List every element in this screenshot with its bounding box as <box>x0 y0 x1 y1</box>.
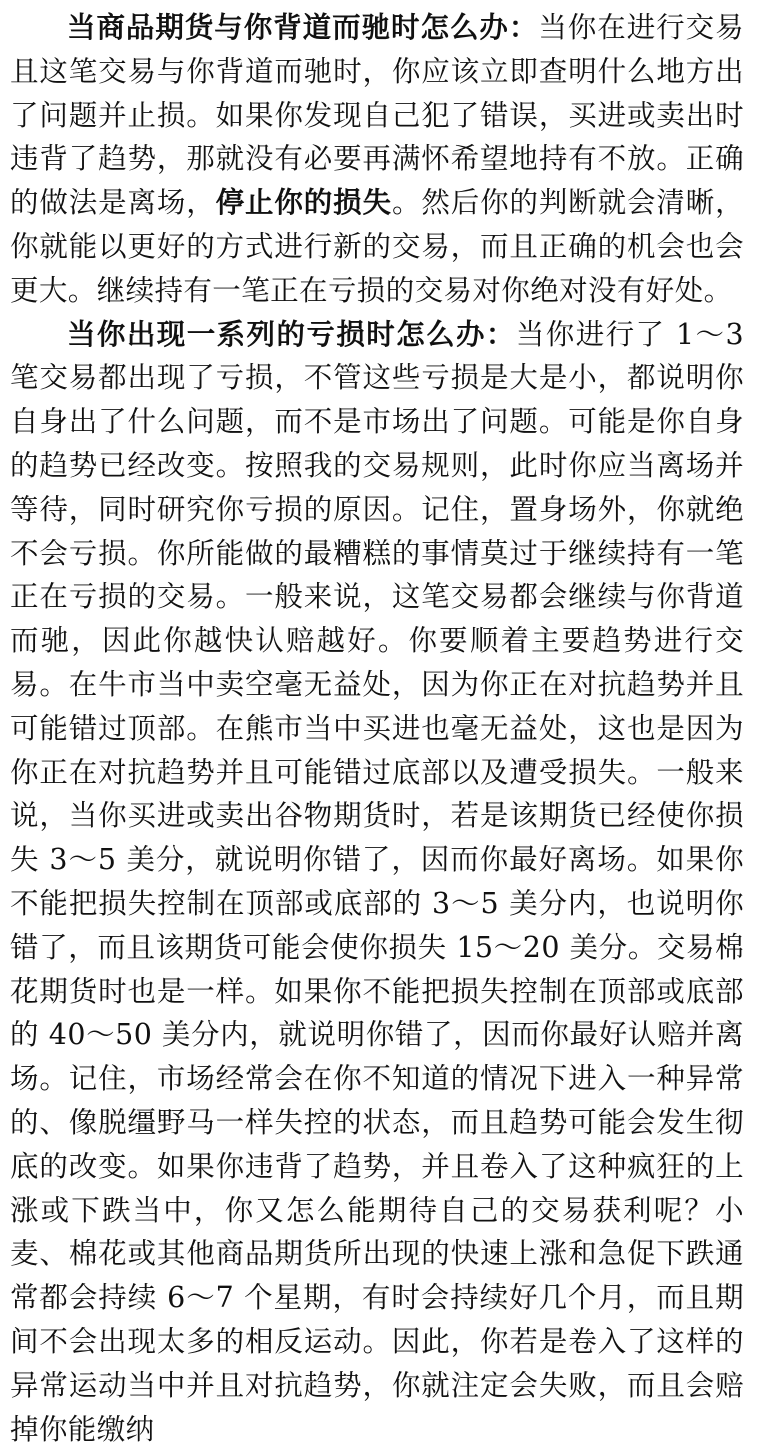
paragraph-text: 当你进行了 1～3 笔交易都出现了亏损，不管这些亏损是大是小，都说明你自身出了什么问题，而不是市场出了问题。可能是你自身的趋势已经改变。按照我的交易规则，此时你应当离场并等待，同时研究你亏损的原因。记住，置身场外，你就绝不会亏损。你所能做的最糟糕的事情莫过于继续持有一笔正在亏损的交易。一般来说，这笔交易都会继续与你背道而驰，因此你越快认赔越好。你要顺着主要趋势进行交易。在牛市当中卖空毫无益处，因为你正在对抗趋势并且可能错过顶部。在熊市当中买进也毫无益处，这也是因为你正在对抗趋势并且可能错过底部以及遭受损失。一般来说，当你买进或卖出谷物期货时，若是该期货已经使你损失 3～5 美分，就说明你错了，因而你最好离场。如果你不能把损失控制在顶部或底部的 3～5 美分内，也说明你错了，而且该期货可能会使你损失 15～20 美分。交易棉花期货时也是一样。如果你不能把损失控制在顶部或底部的 40～50 美分内，就说明你错了，因而你最好认赔并离场。记住，市场经常会在你不知道的情况下进入一种异常的、像脱缰野马一样失控的状态，而且趋势可能会发生彻底的改变。如果你违背了趋势，并且卷入了这种疯狂的上涨或下跌当中，你又怎么能期待自己的交易获利呢？小麦、棉花或其他商品期货所出现的快速上涨和急促下跌通常都会持续 6～7 个星期，有时会持续好几个月，而且期间不会出现太多的相反运动。因此，你若是卷入了这样的异常运动当中并且对抗趋势，你就注定会失败，而且会赔掉你能缴纳 <box>10 317 744 1446</box>
paragraph-commodity-against-you <box>10 6 744 313</box>
paragraph-text: 当你在进行交易且这笔交易与你背道而驰时，你应该立即查明什么地方出了问题并止损。如果你发现自己犯了错误，买进或卖出时违背了趋势，那就没有必要再满怀希望地持有不放。正确的做法是离场， <box>10 11 744 220</box>
paragraph-heading: 当商品期货与你背道而驰时怎么办： <box>67 11 539 44</box>
paragraph-text: 。然后你的判断就会清晰，你就能以更好的方式进行新的交易，而且正确的机会也会更大。继续持有一笔正在亏损的交易对你绝对没有好处。 <box>10 186 744 307</box>
emphasized-phrase: 停止你的损失 <box>215 186 392 220</box>
paragraph-series-of-losses <box>10 313 744 1451</box>
paragraph-heading: 当你出现一系列的亏损时怎么办： <box>67 317 516 351</box>
